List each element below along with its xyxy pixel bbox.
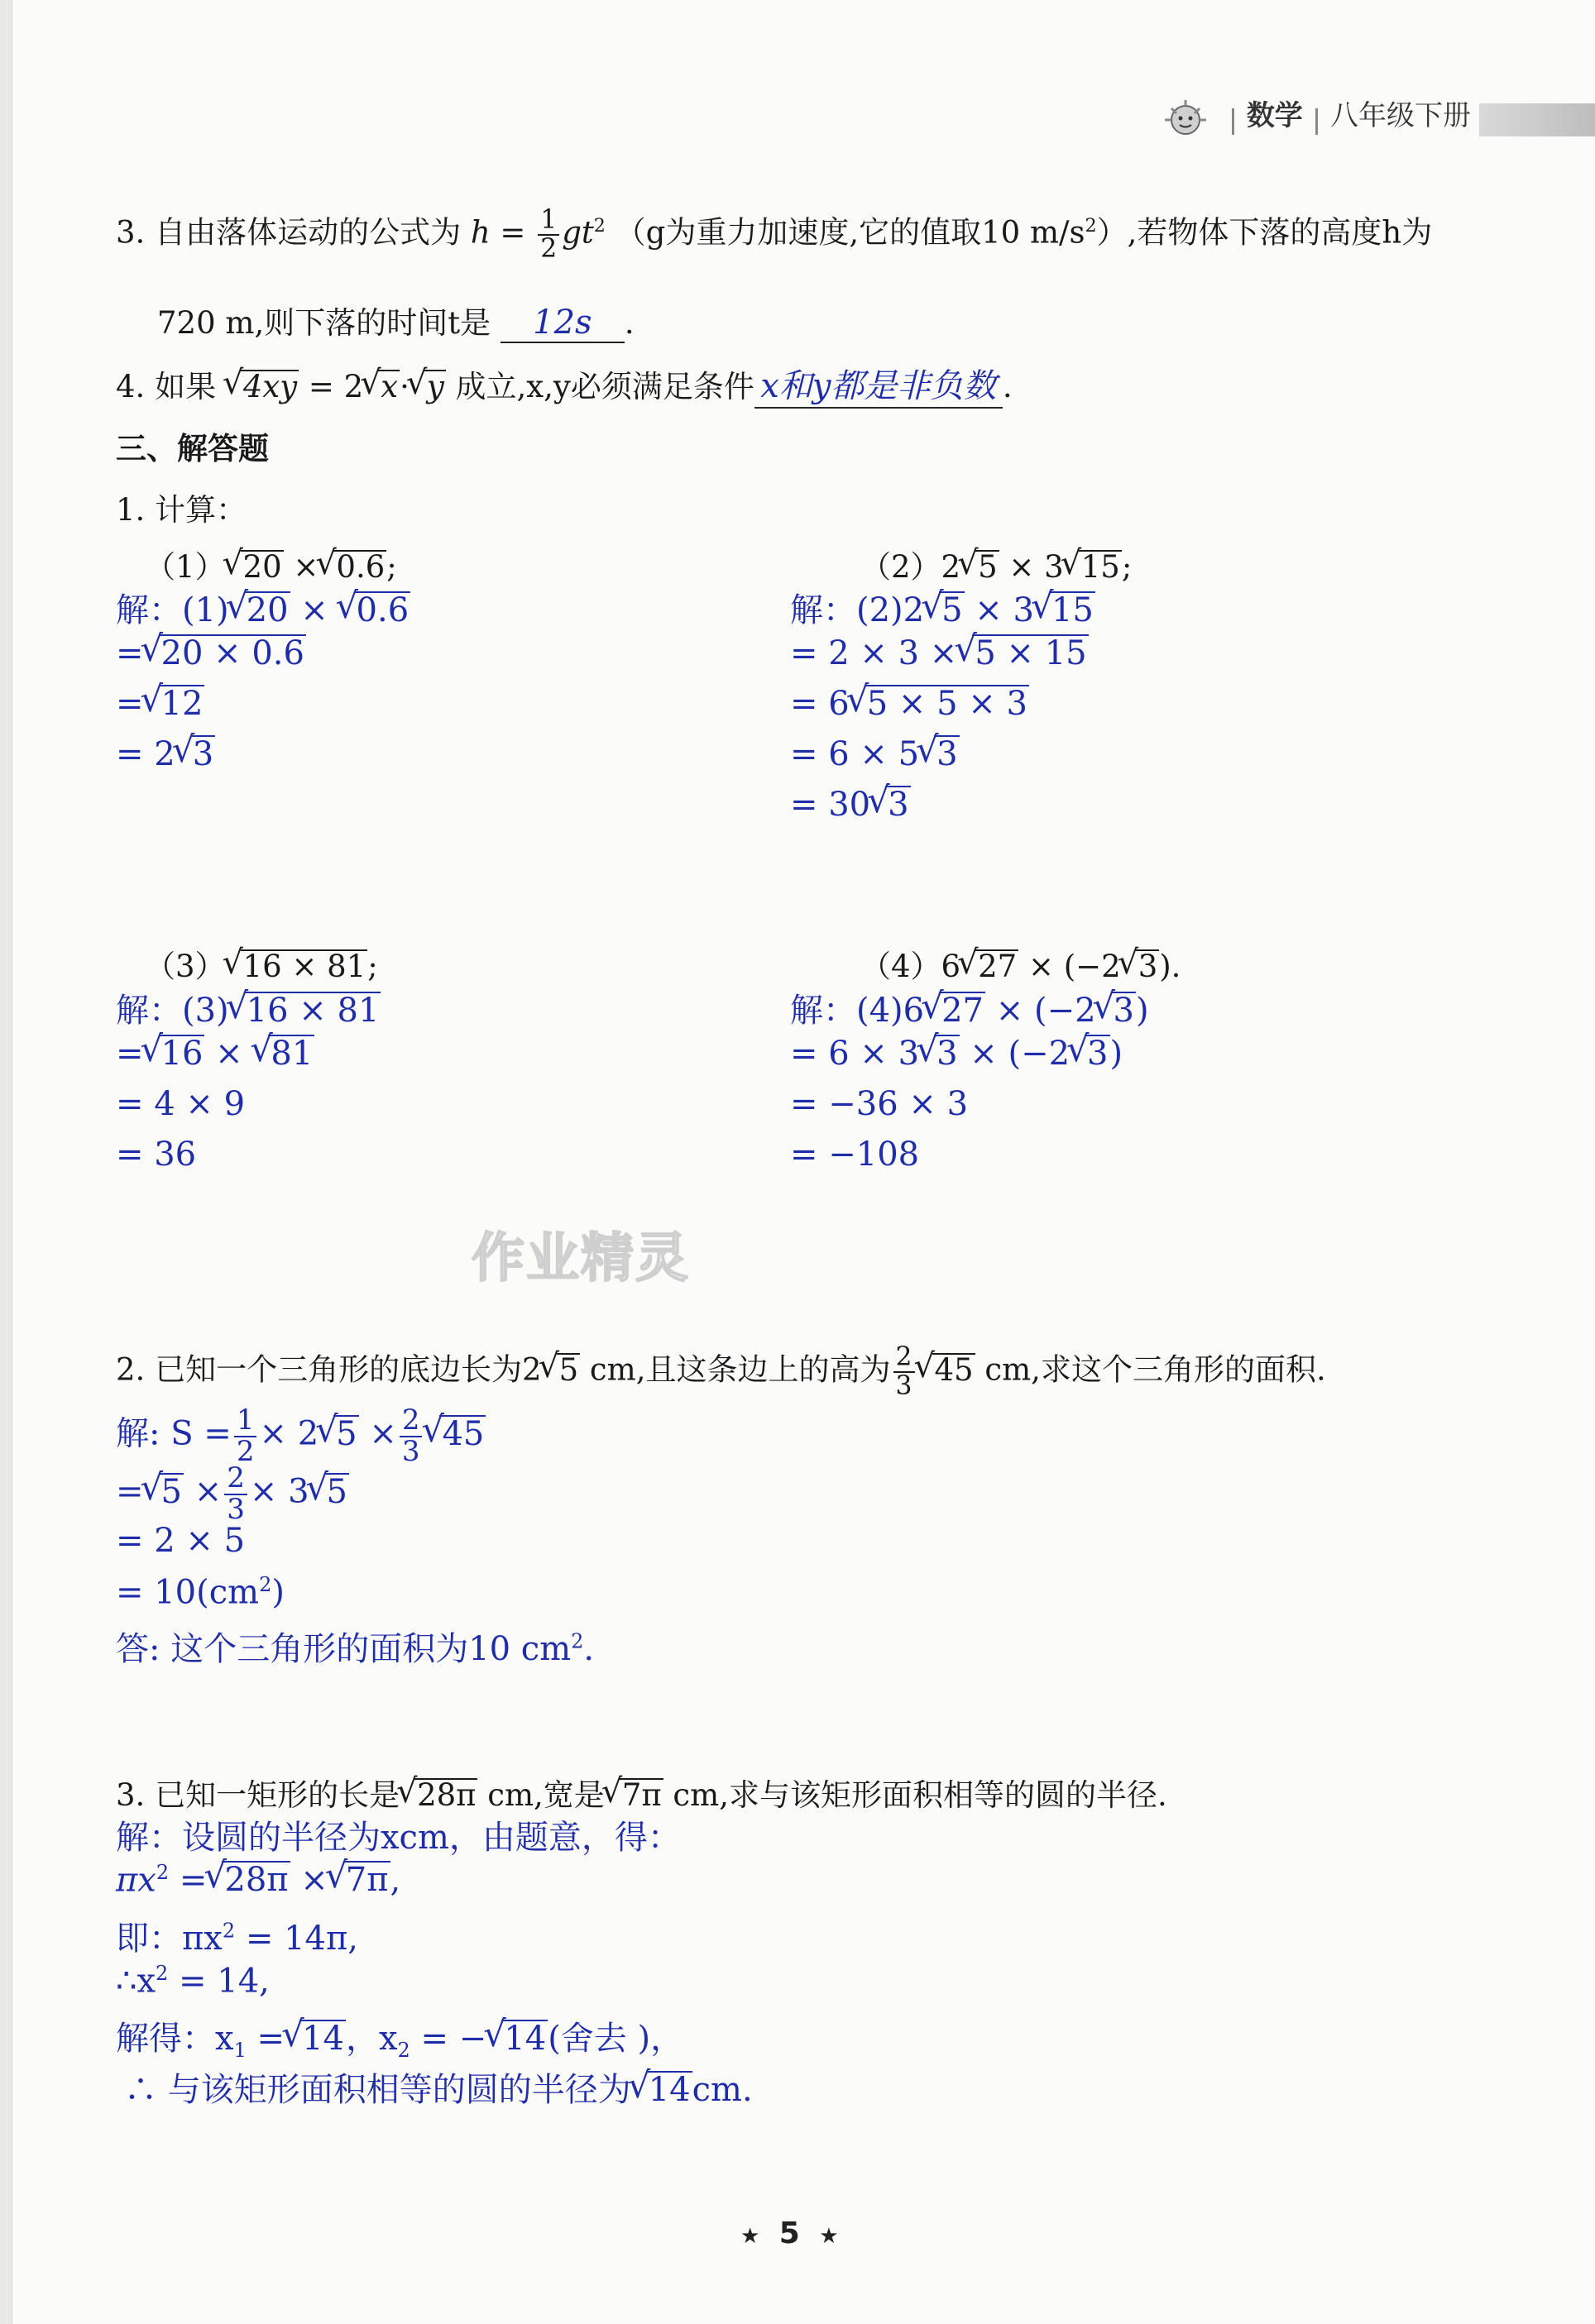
solution-text: 答: 这个三角形的面积为10 cm	[116, 1630, 572, 1668]
radicand: 20	[242, 549, 282, 585]
formula: h =	[470, 214, 526, 251]
problem1-part4	[860, 941, 1181, 986]
solution-p1-line2	[116, 634, 306, 672]
radical	[557, 1353, 581, 1387]
radical	[501, 2020, 548, 2056]
radicand: 16	[160, 1035, 204, 1073]
fraction-denominator: 3	[227, 1492, 245, 1526]
radical	[1049, 591, 1095, 628]
radicand: 3	[888, 786, 909, 824]
solution-problem3-line1: 解：设圆的半径为xcm，由题意，得：	[116, 1819, 681, 1857]
fraction-numerator: 2	[893, 1344, 915, 1373]
solution-text: × 3	[964, 591, 1034, 629]
problem1-part3	[145, 941, 378, 986]
question-text: cm,求这个三角形的面积.	[975, 1351, 1326, 1388]
solution-text: =	[169, 1861, 208, 1900]
radical	[932, 1353, 975, 1387]
star-icon: ★	[819, 2224, 839, 2249]
question-text: ）,若物体下落的高度h为	[1096, 214, 1433, 251]
radicand: 27	[941, 992, 984, 1030]
radicand: 0.6	[356, 591, 410, 629]
solution-problem2-line3: = 2 × 5	[116, 1522, 246, 1560]
radical	[865, 685, 1029, 721]
solution-text: )	[271, 1573, 285, 1612]
solution-text: ×	[290, 591, 339, 629]
radical	[972, 634, 1088, 671]
solution-text: =	[246, 2020, 285, 2058]
fraction-denominator: 3	[895, 1371, 912, 1402]
solution-p2-line3	[790, 685, 1029, 723]
solution-text: = −	[410, 2020, 487, 2058]
question-text: 如果	[155, 369, 217, 404]
fill-in-q3	[116, 207, 1432, 263]
radicand: 5	[558, 1351, 579, 1388]
radical	[159, 1473, 184, 1509]
solution-text: ∴ 与该矩形面积相等的圆的半径为	[124, 2071, 631, 2109]
question-number: 3.	[116, 214, 146, 251]
solution-text: =	[116, 1472, 144, 1511]
radical	[159, 634, 306, 671]
radicand: 5	[978, 549, 998, 585]
radical	[939, 992, 985, 1028]
radicand: 20 × 0.6	[160, 634, 304, 672]
part-label: （3）	[145, 949, 226, 984]
header-divider	[1232, 108, 1234, 135]
fraction	[893, 1344, 915, 1400]
solution-problem3-line4	[116, 1962, 270, 2000]
solution-text: 解：(3)	[116, 992, 229, 1030]
solution-text: × (−2	[959, 1035, 1071, 1073]
solution-text: =	[116, 685, 144, 723]
section-title: 三、解答题	[116, 431, 269, 466]
fraction-numerator: 2	[224, 1464, 247, 1495]
radicand: 28π	[417, 1777, 477, 1813]
mascot-icon	[1162, 98, 1209, 145]
math-text: × (−2	[1027, 949, 1121, 984]
question-text: （g为重力加速度,它的值取10 m/s	[615, 214, 1085, 251]
question-text: 自由落体运动的公式为	[155, 214, 462, 251]
radicand: 16 × 81	[246, 992, 380, 1030]
radicand: 7π	[621, 1777, 662, 1813]
fraction	[538, 207, 559, 263]
header-subject: 数学	[1246, 99, 1303, 132]
exponent: 2	[593, 215, 606, 237]
handwritten-answer: 12s	[533, 304, 592, 342]
solution-text: ×	[290, 1861, 328, 1900]
solution-text: 解：(1)	[116, 591, 229, 629]
solution-text: = 2 × 3 ×	[790, 634, 958, 672]
problem2	[116, 1344, 1326, 1400]
solution-p2-line1	[790, 584, 1095, 631]
radicand: 3	[1113, 992, 1134, 1030]
radicand: 3	[1138, 949, 1158, 984]
solution-text: =	[116, 634, 144, 672]
solution-text: cm.	[692, 2071, 753, 2109]
radical	[975, 550, 999, 584]
exponent: 2	[571, 1629, 584, 1653]
solution-text: = 14π,	[235, 1920, 358, 1958]
page-edge	[0, 0, 12, 2324]
math-text: × 3	[1008, 549, 1064, 585]
solution-text: (舍去 )，	[548, 2020, 684, 2058]
solution-text: ×	[204, 1035, 254, 1073]
radicand: 3	[1087, 1035, 1109, 1073]
solution-text: = 10(cm	[116, 1573, 260, 1612]
radicand: 5	[160, 1472, 182, 1511]
radicand: y	[426, 369, 444, 404]
solution-problem2-line4	[116, 1573, 285, 1611]
problem1-part2	[860, 542, 1132, 586]
exponent: 2	[259, 1573, 272, 1596]
question-text: 3. 已知一矩形的长是	[116, 1777, 400, 1813]
radicand: 7π	[345, 1861, 389, 1900]
solution-p1-line4	[116, 735, 215, 773]
radicand: 12	[160, 685, 204, 723]
solution-p2-line2	[790, 634, 1089, 672]
solution-text: ，x	[345, 2020, 398, 2058]
solution-text: = 30	[790, 786, 871, 824]
question-text: cm,且这条边上的高为	[580, 1351, 891, 1388]
problem1-part1	[145, 542, 397, 586]
page-footer	[740, 2216, 839, 2250]
solution-p3-line2	[116, 1035, 314, 1073]
solution-text: )	[1135, 992, 1149, 1030]
fraction	[234, 1403, 257, 1468]
part-label: （1）	[145, 549, 226, 585]
solution-text: 即：πx	[116, 1920, 223, 1958]
solution-text: × (−2	[985, 992, 1096, 1030]
solution-text: =	[116, 1035, 144, 1073]
punctuation: ;	[386, 549, 397, 585]
radicand: 45	[934, 1351, 974, 1388]
solution-problem3-line3	[116, 1912, 358, 1959]
radicand: 3	[936, 1035, 958, 1073]
question-text: 成立,x,y必须满足条件	[455, 369, 754, 404]
radical	[333, 550, 386, 584]
radical	[222, 1861, 290, 1900]
solution-text: × 3	[249, 1472, 309, 1511]
solution-text: ×	[194, 1472, 223, 1511]
solution-text: = 6 × 3	[790, 1035, 920, 1073]
fraction	[224, 1461, 247, 1526]
radical	[324, 1473, 349, 1509]
part-label: （2）2	[860, 549, 961, 585]
solution-problem3-line2	[116, 1861, 400, 1899]
question-number: 4.	[116, 369, 146, 404]
problem3	[116, 1770, 1167, 1815]
part-label: （4）6	[860, 949, 961, 984]
answer-blank[interactable]	[754, 360, 1003, 409]
radical	[159, 685, 205, 721]
solution-text: 解得：x	[116, 2020, 234, 2058]
radicand: 15	[1080, 549, 1120, 585]
solution-p4-line2	[790, 1035, 1123, 1073]
formula: gt	[562, 214, 594, 251]
question-text: 2. 已知一个三角形的底边长为2	[116, 1351, 542, 1388]
subscript: 1	[233, 2039, 247, 2062]
radical	[975, 949, 1018, 983]
radicand: 5	[336, 1414, 357, 1453]
radical	[939, 591, 964, 628]
radicand: 15	[1051, 591, 1094, 629]
radicand: 45	[442, 1414, 485, 1453]
punctuation: ;	[1121, 549, 1133, 585]
solution-text: 解：(2)2	[790, 591, 925, 629]
radical	[159, 1035, 205, 1071]
radical	[1136, 949, 1160, 983]
solution-text: = 14,	[168, 1962, 270, 2001]
radical	[354, 591, 411, 628]
punctuation: ;	[367, 949, 378, 984]
radicand: 3	[936, 735, 958, 773]
fill-in-q4	[116, 360, 1013, 409]
solution-p4-line4: = −108	[790, 1136, 920, 1174]
fraction	[400, 1403, 423, 1468]
solution-text: = 6	[790, 685, 850, 723]
punctuation: ,	[390, 1861, 401, 1900]
radicand: 5	[326, 1472, 347, 1511]
radical	[934, 1035, 959, 1071]
fraction-numerator: 2	[400, 1406, 423, 1437]
solution-text: ∴x	[116, 1962, 156, 2001]
solution-p4-line1	[790, 984, 1149, 1031]
solution-text: × 2	[259, 1414, 319, 1453]
solution-p1-line1	[116, 584, 410, 631]
radicand: 14	[504, 2020, 547, 2058]
solution-text: 解：(4)6	[790, 992, 925, 1030]
radicand: 28π	[224, 1861, 289, 1900]
header-divider	[1315, 108, 1318, 135]
radical	[620, 1778, 663, 1812]
radicand: 20	[246, 591, 289, 629]
radicand: x	[381, 369, 399, 404]
math-text: ·	[400, 369, 410, 404]
radicand: 0.6	[336, 549, 386, 585]
radical	[439, 1415, 486, 1451]
radical	[885, 786, 910, 822]
radicand: 81	[271, 1035, 314, 1073]
math-text: = 2	[308, 369, 364, 404]
radicand: 5	[941, 591, 963, 629]
radical	[1085, 1035, 1109, 1071]
solution-text: 解: S =	[116, 1414, 232, 1453]
solution-problem3-conclusion	[124, 2063, 753, 2111]
math-text: ×	[293, 549, 319, 585]
radical	[268, 1035, 314, 1071]
solution-problem2-line1	[116, 1403, 486, 1468]
radical	[934, 735, 959, 772]
radical	[241, 949, 368, 983]
radical	[244, 992, 381, 1028]
subscript: 2	[397, 2039, 410, 2062]
question-text: cm,宽是	[477, 1777, 605, 1813]
fraction-numerator: 1	[234, 1406, 257, 1437]
solution-text: πx	[116, 1861, 156, 1900]
problem1-title: 1. 计算：	[116, 492, 247, 528]
watermark: 作业精灵	[472, 1228, 690, 1289]
exponent: 2	[156, 1861, 170, 1884]
radicand: 4xy	[242, 369, 298, 404]
radicand: 16 × 81	[242, 949, 366, 984]
solution-problem2-answer	[116, 1623, 594, 1670]
punctuation: .	[624, 305, 635, 341]
radical	[241, 550, 284, 584]
punctuation: .	[583, 1630, 595, 1668]
solution-p2-line4	[790, 735, 960, 773]
fraction-denominator: 2	[236, 1434, 255, 1468]
star-icon: ★	[740, 2224, 760, 2249]
radical	[414, 1778, 477, 1812]
radical	[241, 370, 299, 404]
exponent: 2	[156, 1962, 169, 1985]
radical	[299, 2020, 346, 2056]
fraction-denominator: 2	[540, 234, 558, 265]
punctuation: ).	[1159, 949, 1181, 984]
radical	[378, 370, 400, 404]
header-bar	[1479, 103, 1595, 136]
radical	[1111, 992, 1136, 1028]
radical	[424, 370, 446, 404]
solution-p1-line3	[116, 685, 204, 723]
solution-p3-line4: = 36	[116, 1136, 197, 1174]
radical	[343, 1861, 390, 1900]
radicand: 5 × 15	[975, 634, 1087, 672]
fraction-numerator: 1	[538, 207, 559, 236]
solution-text: = 2	[116, 735, 175, 773]
solution-p3-line1	[116, 984, 381, 1031]
radicand: 14	[648, 2071, 691, 2109]
solution-text: = 6 × 5	[790, 735, 920, 773]
solution-p3-line3: = 4 × 9	[116, 1085, 246, 1123]
radicand: 14	[302, 2020, 344, 2058]
solution-p4-line3: = −36 × 3	[790, 1085, 969, 1123]
punctuation: .	[1002, 369, 1013, 404]
radicand: 27	[978, 949, 1018, 984]
solution-text: ×	[369, 1414, 397, 1453]
radical	[190, 735, 215, 772]
solution-problem2-line2	[116, 1461, 349, 1526]
radical	[1079, 550, 1122, 584]
fraction-denominator: 3	[401, 1434, 420, 1468]
question-text: 720 m,则下落的时间t是	[157, 305, 491, 341]
radicand: 3	[192, 735, 214, 773]
radicand: 5 × 5 × 3	[866, 685, 1027, 723]
exponent: 2	[1085, 215, 1097, 237]
answer-blank[interactable]	[501, 304, 625, 343]
handwritten-answer: x和y都是非负数	[760, 367, 997, 405]
question-text: cm,求与该矩形面积相等的圆的半径.	[663, 1777, 1167, 1813]
radical	[333, 1415, 358, 1451]
solution-problem3-line5	[116, 2012, 683, 2062]
header-grade: 八年级下册	[1330, 99, 1471, 132]
radical	[646, 2071, 692, 2107]
fill-in-q3-line2	[157, 298, 635, 343]
page-number: 5	[778, 2216, 800, 2250]
radical	[244, 591, 290, 628]
header	[1162, 93, 1471, 145]
solution-text: )	[1109, 1035, 1123, 1073]
exponent: 2	[222, 1919, 236, 1943]
solution-p2-line5	[790, 786, 911, 824]
